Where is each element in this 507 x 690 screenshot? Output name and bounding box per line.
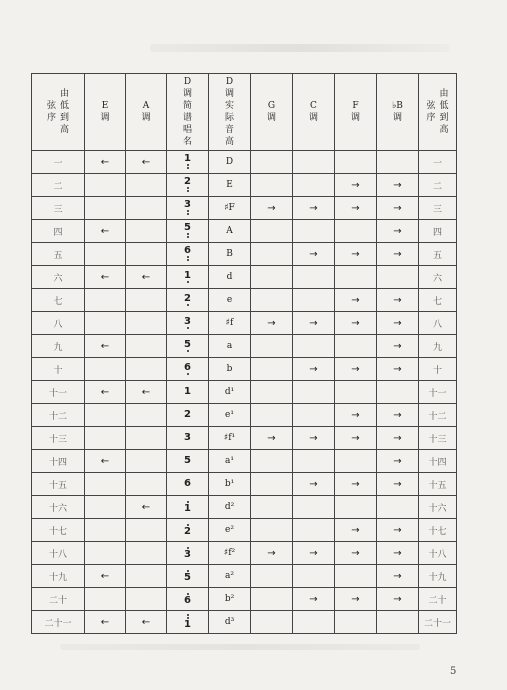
d-actual-pitch: B [209, 243, 251, 266]
e-key-arrow [85, 197, 126, 220]
d-actual-pitch: ♯f¹ [209, 427, 251, 450]
table-row [32, 542, 457, 565]
d-actual-pitch: b¹ [209, 473, 251, 496]
c-key-arrow: → [293, 473, 335, 496]
d-jianpu-note: 3 [167, 312, 209, 335]
bb-key-arrow: → [377, 312, 419, 335]
bleed-through-bottom [60, 644, 420, 650]
string-number-right: 七 [419, 289, 457, 312]
e-key-arrow: ← [85, 565, 126, 588]
c-key-arrow: → [293, 312, 335, 335]
d-actual-pitch: a² [209, 565, 251, 588]
string-number: 四 [32, 220, 85, 243]
bleed-through-top [150, 44, 450, 52]
g-key-arrow: → [251, 542, 293, 565]
e-key-arrow [85, 243, 126, 266]
bb-key-arrow: → [377, 243, 419, 266]
string-number-right: 一 [419, 151, 457, 174]
d-actual-pitch: b² [209, 588, 251, 611]
g-key-arrow: → [251, 197, 293, 220]
table-row [32, 289, 457, 312]
a-key-arrow: ← [126, 266, 167, 289]
string-number-right: 十一 [419, 381, 457, 404]
d-jianpu-note: 5 [167, 335, 209, 358]
g-key-arrow [251, 381, 293, 404]
bb-key-arrow: → [377, 473, 419, 496]
string-number-right: 十五 [419, 473, 457, 496]
e-key-arrow [85, 542, 126, 565]
header-g-key: G 调 [251, 74, 293, 151]
bb-key-arrow: → [377, 565, 419, 588]
bb-key-arrow: → [377, 174, 419, 197]
table-row [32, 312, 457, 335]
string-number: 八 [32, 312, 85, 335]
f-key-arrow: → [335, 289, 377, 312]
string-number-right: 二十一 [419, 611, 457, 634]
string-number-right: 五 [419, 243, 457, 266]
bb-key-arrow: → [377, 588, 419, 611]
g-key-arrow: → [251, 427, 293, 450]
d-jianpu-note: 6 [167, 473, 209, 496]
header-string-order-right: 弦 序 由 低 到 高 [419, 74, 457, 151]
e-key-arrow [85, 174, 126, 197]
a-key-arrow: ← [126, 381, 167, 404]
string-number-right: 十九 [419, 565, 457, 588]
header-f-key: F 调 [335, 74, 377, 151]
f-key-arrow: → [335, 174, 377, 197]
e-key-arrow [85, 427, 126, 450]
c-key-arrow: → [293, 542, 335, 565]
e-key-arrow [85, 289, 126, 312]
g-key-arrow [251, 289, 293, 312]
d-actual-pitch: e² [209, 519, 251, 542]
f-key-arrow: → [335, 473, 377, 496]
d-jianpu-note: 5 [167, 565, 209, 588]
bb-key-arrow: → [377, 404, 419, 427]
d-actual-pitch: e¹ [209, 404, 251, 427]
string-number: 六 [32, 266, 85, 289]
string-number: 三 [32, 197, 85, 220]
string-number: 十三 [32, 427, 85, 450]
a-key-arrow [126, 289, 167, 312]
d-jianpu-note: 2 [167, 519, 209, 542]
table-row [32, 266, 457, 289]
e-key-arrow [85, 519, 126, 542]
a-key-arrow [126, 220, 167, 243]
string-number: 十 [32, 358, 85, 381]
f-key-arrow: → [335, 542, 377, 565]
bb-key-arrow [377, 496, 419, 519]
c-key-arrow: → [293, 197, 335, 220]
g-key-arrow [251, 404, 293, 427]
e-key-arrow [85, 588, 126, 611]
d-jianpu-note: 3 [167, 427, 209, 450]
e-key-arrow: ← [85, 450, 126, 473]
c-key-arrow [293, 450, 335, 473]
g-key-arrow [251, 335, 293, 358]
g-key-arrow [251, 519, 293, 542]
header-bb-key: ♭B 调 [377, 74, 419, 151]
bb-key-arrow: → [377, 542, 419, 565]
f-key-arrow: → [335, 427, 377, 450]
c-key-arrow [293, 335, 335, 358]
header-c-key: C 调 [293, 74, 335, 151]
e-key-arrow: ← [85, 266, 126, 289]
g-key-arrow [251, 358, 293, 381]
f-key-arrow [335, 450, 377, 473]
d-actual-pitch: d³ [209, 611, 251, 634]
a-key-arrow [126, 450, 167, 473]
c-key-arrow [293, 220, 335, 243]
d-jianpu-note: 1 [167, 266, 209, 289]
g-key-arrow [251, 496, 293, 519]
g-key-arrow [251, 611, 293, 634]
a-key-arrow [126, 427, 167, 450]
g-key-arrow: → [251, 312, 293, 335]
d-jianpu-note: 1 [167, 381, 209, 404]
header-e-key: E 调 [85, 74, 126, 151]
string-number-right: 四 [419, 220, 457, 243]
d-jianpu-note: 6 [167, 588, 209, 611]
d-jianpu-note: 2 [167, 404, 209, 427]
bb-key-arrow [377, 611, 419, 634]
d-jianpu-note: 1 [167, 151, 209, 174]
string-number-right: 八 [419, 312, 457, 335]
d-jianpu-note: 3 [167, 197, 209, 220]
table-row [32, 358, 457, 381]
bb-key-arrow: → [377, 197, 419, 220]
d-actual-pitch: d [209, 266, 251, 289]
bb-key-arrow: → [377, 335, 419, 358]
string-number-right: 十八 [419, 542, 457, 565]
string-number: 二十 [32, 588, 85, 611]
table-row [32, 335, 457, 358]
a-key-arrow [126, 358, 167, 381]
c-key-arrow [293, 381, 335, 404]
c-key-arrow [293, 519, 335, 542]
c-key-arrow [293, 289, 335, 312]
table-row [32, 427, 457, 450]
bb-key-arrow: → [377, 289, 419, 312]
string-number-right: 十三 [419, 427, 457, 450]
header-a-key: A 调 [126, 74, 167, 151]
e-key-arrow [85, 473, 126, 496]
table-row [32, 450, 457, 473]
table-row [32, 243, 457, 266]
string-number: 五 [32, 243, 85, 266]
table-row [32, 197, 457, 220]
string-number-right: 十七 [419, 519, 457, 542]
guzheng-tuning-table [31, 73, 457, 634]
table-row [32, 565, 457, 588]
g-key-arrow [251, 151, 293, 174]
table-row [32, 174, 457, 197]
e-key-arrow: ← [85, 220, 126, 243]
f-key-arrow: → [335, 519, 377, 542]
c-key-arrow: → [293, 243, 335, 266]
string-number-right: 二 [419, 174, 457, 197]
f-key-arrow [335, 335, 377, 358]
bb-key-arrow [377, 381, 419, 404]
string-number-right: 十四 [419, 450, 457, 473]
c-key-arrow: → [293, 588, 335, 611]
a-key-arrow [126, 335, 167, 358]
table-row [32, 519, 457, 542]
a-key-arrow [126, 565, 167, 588]
string-number: 十五 [32, 473, 85, 496]
e-key-arrow: ← [85, 611, 126, 634]
a-key-arrow [126, 197, 167, 220]
g-key-arrow [251, 220, 293, 243]
a-key-arrow [126, 174, 167, 197]
bb-key-arrow [377, 151, 419, 174]
table-row [32, 496, 457, 519]
bb-key-arrow: → [377, 519, 419, 542]
string-number: 二十一 [32, 611, 85, 634]
a-key-arrow [126, 404, 167, 427]
d-actual-pitch: ♯f [209, 312, 251, 335]
c-key-arrow [293, 174, 335, 197]
string-number: 二 [32, 174, 85, 197]
g-key-arrow [251, 565, 293, 588]
d-actual-pitch: e [209, 289, 251, 312]
f-key-arrow [335, 151, 377, 174]
g-key-arrow [251, 473, 293, 496]
a-key-arrow: ← [126, 611, 167, 634]
e-key-arrow [85, 404, 126, 427]
g-key-arrow [251, 174, 293, 197]
string-number: 九 [32, 335, 85, 358]
table-row [32, 473, 457, 496]
c-key-arrow [293, 151, 335, 174]
d-actual-pitch: b [209, 358, 251, 381]
f-key-arrow: → [335, 243, 377, 266]
bb-key-arrow [377, 266, 419, 289]
f-key-arrow: → [335, 197, 377, 220]
page-number: 5 [450, 666, 457, 677]
e-key-arrow [85, 312, 126, 335]
e-key-arrow [85, 496, 126, 519]
c-key-arrow [293, 565, 335, 588]
a-key-arrow [126, 312, 167, 335]
d-actual-pitch: d¹ [209, 381, 251, 404]
a-key-arrow [126, 473, 167, 496]
c-key-arrow: → [293, 427, 335, 450]
d-actual-pitch: d² [209, 496, 251, 519]
header-d-pitch: D 调 实 际 音 高 [209, 74, 251, 151]
table-row [32, 151, 457, 174]
string-number: 十六 [32, 496, 85, 519]
d-jianpu-note: 6 [167, 243, 209, 266]
d-actual-pitch: A [209, 220, 251, 243]
d-jianpu-note: 2 [167, 289, 209, 312]
d-actual-pitch: D [209, 151, 251, 174]
e-key-arrow: ← [85, 151, 126, 174]
bb-key-arrow: → [377, 450, 419, 473]
f-key-arrow: → [335, 358, 377, 381]
header-string-order: 弦 序 由 低 到 高 [32, 74, 85, 151]
string-number-right: 十二 [419, 404, 457, 427]
table-row [32, 588, 457, 611]
header-row [32, 74, 457, 151]
e-key-arrow: ← [85, 381, 126, 404]
d-jianpu-note: 1 [167, 611, 209, 634]
d-jianpu-note: 5 [167, 450, 209, 473]
string-number-right: 二十 [419, 588, 457, 611]
string-number: 七 [32, 289, 85, 312]
bb-key-arrow: → [377, 220, 419, 243]
c-key-arrow: → [293, 358, 335, 381]
string-number-right: 十六 [419, 496, 457, 519]
header-d-jianpu: D 调 简 谱 唱 名 [167, 74, 209, 151]
d-jianpu-note: 6 [167, 358, 209, 381]
c-key-arrow [293, 611, 335, 634]
string-number-right: 六 [419, 266, 457, 289]
d-actual-pitch: a [209, 335, 251, 358]
d-actual-pitch: ♯f² [209, 542, 251, 565]
string-number: 十二 [32, 404, 85, 427]
a-key-arrow [126, 243, 167, 266]
table-row [32, 381, 457, 404]
string-number: 十七 [32, 519, 85, 542]
string-number-right: 九 [419, 335, 457, 358]
a-key-arrow: ← [126, 151, 167, 174]
string-number: 一 [32, 151, 85, 174]
bb-key-arrow: → [377, 427, 419, 450]
d-jianpu-note: 1 [167, 496, 209, 519]
a-key-arrow: ← [126, 496, 167, 519]
c-key-arrow [293, 266, 335, 289]
d-actual-pitch: a¹ [209, 450, 251, 473]
bb-key-arrow: → [377, 358, 419, 381]
d-jianpu-note: 3 [167, 542, 209, 565]
e-key-arrow [85, 358, 126, 381]
f-key-arrow [335, 266, 377, 289]
f-key-arrow [335, 381, 377, 404]
f-key-arrow: → [335, 312, 377, 335]
string-number-right: 十 [419, 358, 457, 381]
f-key-arrow [335, 611, 377, 634]
string-number: 十四 [32, 450, 85, 473]
d-jianpu-note: 5 [167, 220, 209, 243]
e-key-arrow: ← [85, 335, 126, 358]
string-number-right: 三 [419, 197, 457, 220]
d-actual-pitch: ♯F [209, 197, 251, 220]
table-row [32, 404, 457, 427]
c-key-arrow [293, 496, 335, 519]
d-jianpu-note: 2 [167, 174, 209, 197]
f-key-arrow [335, 565, 377, 588]
f-key-arrow: → [335, 588, 377, 611]
g-key-arrow [251, 243, 293, 266]
a-key-arrow [126, 519, 167, 542]
string-number: 十八 [32, 542, 85, 565]
f-key-arrow [335, 220, 377, 243]
table-row [32, 611, 457, 634]
c-key-arrow [293, 404, 335, 427]
string-number: 十九 [32, 565, 85, 588]
g-key-arrow [251, 450, 293, 473]
string-number: 十一 [32, 381, 85, 404]
f-key-arrow: → [335, 404, 377, 427]
a-key-arrow [126, 588, 167, 611]
d-actual-pitch: E [209, 174, 251, 197]
a-key-arrow [126, 542, 167, 565]
f-key-arrow [335, 496, 377, 519]
table-row [32, 220, 457, 243]
g-key-arrow [251, 588, 293, 611]
g-key-arrow [251, 266, 293, 289]
